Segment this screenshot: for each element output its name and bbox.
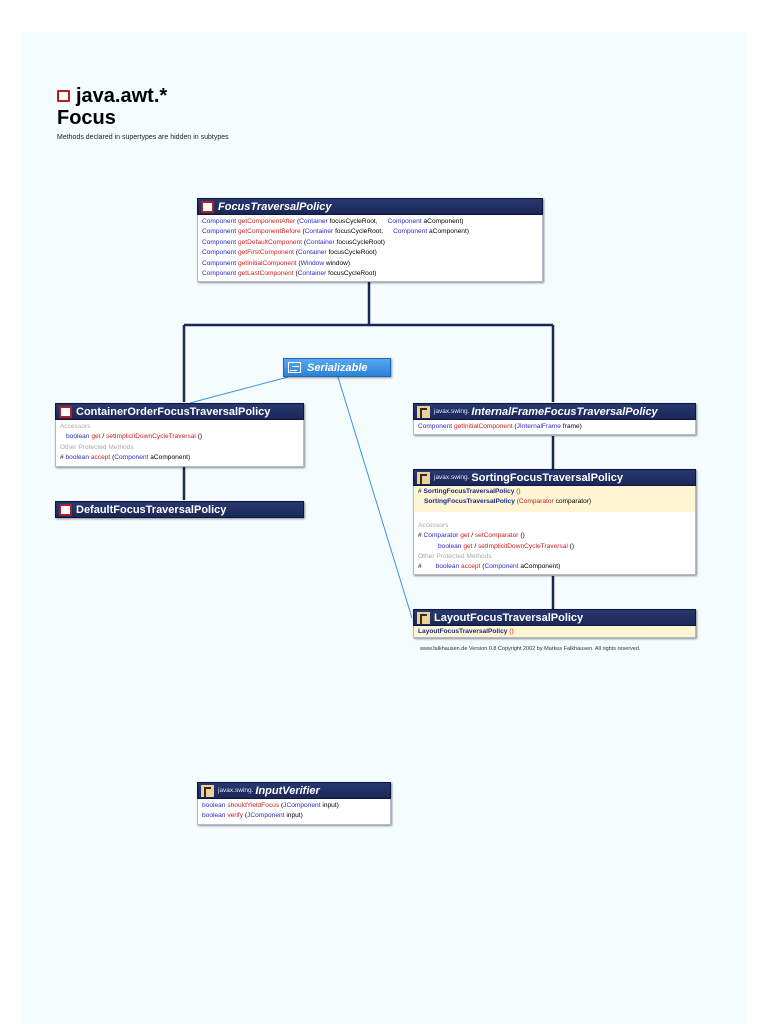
constructor-row: LayoutFocusTraversalPolicy ()	[418, 628, 514, 635]
class-package: javax.swing.	[218, 787, 254, 794]
method-row: Component getFirstComponent (Container focusCycleRoot)	[202, 249, 377, 257]
constructor-row: SortingFocusTraversalPolicy (Comparator comparator)	[424, 498, 592, 506]
class-name: InputVerifier	[255, 784, 320, 797]
class-package: javax.swing.	[434, 474, 470, 481]
method-row: Component getInitialComponent (Window window)	[202, 259, 351, 267]
swing-class-icon	[417, 472, 430, 484]
method-row: boolean get / setImplicitDownCycleTraversal ()	[438, 542, 575, 550]
method-row: Component getComponentAfter (Container focusCycleRoot, Component aComponent)	[202, 218, 464, 225]
class-name: SortingFocusTraversalPolicy	[471, 471, 624, 484]
class-icon	[59, 504, 72, 516]
method-row: boolean get / setImplicitDownCycleTraversal ()	[66, 433, 203, 441]
interface-line-layout	[338, 377, 412, 618]
section-label: Accessors	[60, 423, 91, 430]
abstract-class-icon	[201, 201, 214, 213]
class-header	[55, 501, 304, 518]
class-name: InternalFrameFocusTraversalPolicy	[471, 405, 658, 418]
constructor-block	[413, 626, 696, 638]
class-name: DefaultFocusTraversalPolicy	[76, 503, 227, 516]
class-header	[413, 469, 696, 486]
class-container-order-policy	[55, 403, 304, 467]
class-header	[55, 403, 304, 420]
method-list	[413, 486, 696, 575]
class-name: ContainerOrderFocusTraversalPolicy	[76, 405, 271, 418]
method-row: boolean shouldYieldFocus (JComponent input)	[202, 802, 339, 809]
swing-class-icon	[417, 612, 430, 624]
method-row: # boolean accept (Component aComponent)	[60, 454, 191, 462]
interface-serializable	[283, 358, 391, 377]
class-focus-traversal-policy	[197, 198, 543, 282]
method-list	[413, 420, 696, 435]
swing-class-icon	[417, 406, 430, 418]
method-row: # boolean accept (Component aComponent)	[418, 563, 561, 571]
class-name: FocusTraversalPolicy	[218, 200, 332, 213]
section-label: Other Protected Methods	[60, 443, 134, 451]
class-input-verifier	[197, 782, 391, 825]
class-default-policy	[55, 501, 304, 518]
copyright-footer: www.falkhausen.de Version 0.8 Copyright 2002 by Markus Falkhausen. All rights reserved.	[420, 646, 641, 652]
method-row: boolean verify (JComponent input)	[202, 812, 303, 820]
class-name: LayoutFocusTraversalPolicy	[434, 611, 584, 624]
method-row: Component getDefaultComponent (Container focusCycleRoot)	[202, 238, 385, 246]
method-list	[197, 215, 543, 282]
class-layout-policy	[413, 609, 696, 638]
swing-class-icon	[201, 785, 214, 797]
constructor-row: # SortingFocusTraversalPolicy ()	[418, 488, 521, 495]
class-header	[197, 782, 391, 799]
method-row: Component getComponentBefore (Container focusCycleRoot, Component aComponent)	[202, 228, 469, 236]
package-title: java.awt.*	[76, 84, 168, 107]
class-icon	[59, 406, 72, 418]
class-package: javax.swing.	[434, 408, 470, 415]
interface-icon	[288, 362, 301, 373]
interface-name: Serializable	[307, 361, 368, 374]
method-row: # Comparator get / setComparator ()	[418, 532, 525, 540]
section-label: Accessors	[418, 521, 449, 529]
page-note: Methods declared in supertypes are hidden in subtypes	[57, 134, 229, 141]
class-header	[197, 198, 543, 215]
class-sorting-policy	[413, 469, 696, 575]
method-row: Component getLastComponent (Container focusCycleRoot)	[202, 270, 377, 278]
method-list	[55, 420, 304, 467]
interface-line-container	[190, 377, 288, 403]
section-label: Other Protected Methods	[418, 553, 492, 561]
method-list	[197, 799, 391, 825]
class-internal-frame-policy	[413, 403, 696, 435]
page-title: Focus	[57, 107, 116, 129]
constructor-block	[414, 486, 695, 512]
class-header	[413, 403, 696, 420]
class-header	[413, 609, 696, 626]
method-row: Component getInitialComponent (JInternalFrame frame)	[418, 423, 582, 430]
